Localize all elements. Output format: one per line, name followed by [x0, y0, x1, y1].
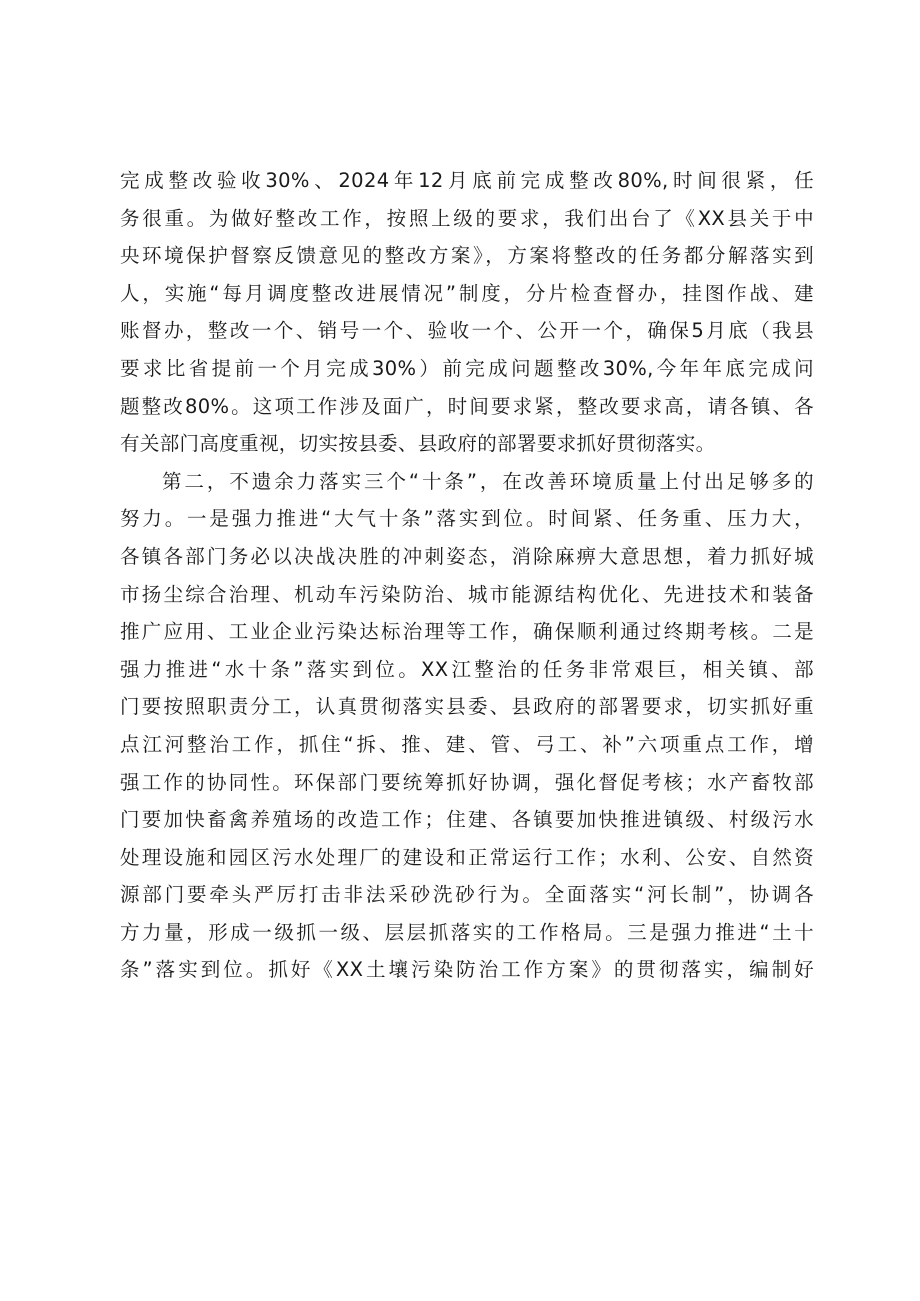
- document-body: [120, 162, 814, 989]
- text-line: 强力推进“水十条”落实到位。XX江整治的任务非常艰巨，相关镇、部: [120, 657, 814, 681]
- text-line: 源部门要牵头严厉打击非法采砂洗砂行为。全面落实“河长制”，协调各: [120, 883, 814, 907]
- text-line: 推广应用、工业企业污染达标治理等工作，确保顺利通过终期考核。二是: [120, 620, 814, 644]
- text-line: 努力。一是强力推进“大气十条”落实到位。时间紧、任务重、压力大，: [120, 507, 814, 531]
- text-line: 央环境保护督察反馈意见的整改方案》，方案将整改的任务都分解落实到: [120, 244, 814, 268]
- text-line: 门要加快畜禽养殖场的改造工作；住建、各镇要加快推进镇级、村级污水: [120, 808, 814, 832]
- text-line: 条”落实到位。抓好《XX土壤污染防治工作方案》的贯彻落实，编制好: [120, 958, 814, 982]
- text-line: 点江河整治工作，抓住“拆、推、建、管、弓工、补”六项重点工作，增: [120, 732, 814, 756]
- text-line: 有关部门高度重视，切实按县委、县政府的部署要求抓好贯彻落实。: [120, 432, 716, 456]
- text-line: 门要按照职责分工，认真贯彻落实县委、县政府的部署要求，切实抓好重: [120, 695, 814, 719]
- text-line: 务很重。为做好整改工作，按照上级的要求，我们出台了《XX县关于中: [120, 206, 814, 230]
- text-line: 人，实施“每月调度整改进展情况”制度，分片检查督办，挂图作战、建: [120, 281, 814, 305]
- text-line: 各镇各部门务必以决战决胜的冲刺姿态，消除麻痹大意思想，着力抓好城: [120, 544, 814, 568]
- text-line: 强工作的协同性。环保部门要统筹抓好协调，强化督促考核；水产畜牧部: [120, 770, 814, 794]
- text-line: 市扬尘综合治理、机动车污染防治、城市能源结构优化、先进技术和装备: [120, 582, 814, 606]
- text-line: 完成整改验收30%、2024年12月底前完成整改80%,时间很紧，任: [120, 169, 814, 192]
- paragraph-start-line: 第二，不遗余力落实三个“十条”，在改善环境质量上付出足够多的: [162, 469, 814, 493]
- text-line: 账督办，整改一个、销号一个、验收一个、公开一个，确保5月底（我县: [120, 319, 814, 343]
- text-line: 处理设施和园区污水处理厂的建设和正常运行工作；水利、公安、自然资: [120, 845, 814, 869]
- text-line: 题整改80%。这项工作涉及面广，时间要求紧，整改要求高，请各镇、各: [120, 394, 814, 418]
- text-line: 要求比省提前一个月完成30%）前完成问题整改30%,今年年底完成问: [120, 356, 814, 380]
- text-line: 方力量，形成一级抓一级、层层抓落实的工作格局。三是强力推进“土十: [120, 920, 814, 944]
